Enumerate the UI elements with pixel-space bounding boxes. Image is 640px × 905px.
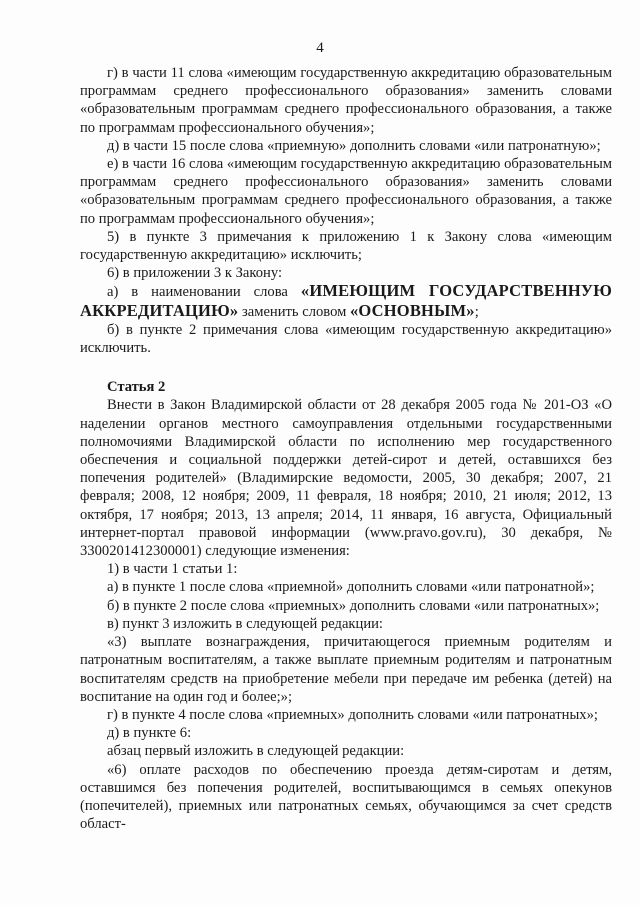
paragraph-part-1d: д) в пункте 6: — [107, 725, 192, 742]
item-a-middle: заменить словом — [238, 303, 350, 320]
page-number: 4 — [316, 40, 324, 56]
paragraph-item-5: 5) в пункте 3 примечания к приложению 1 к Закону слова «имеющим государственную аккредитацию» исключить; — [80, 228, 612, 264]
paragraph-part-1v: в) пункт 3 изложить в следующей редакции: — [107, 615, 383, 632]
item-a-before: а) в наименовании слова — [107, 284, 301, 301]
paragraph-item-g: г) в части 11 слова «имеющим государственную аккредитацию образовательным программам среднего профессионального образования» заменить словами «образовательным программам среднего профессионального образования, а также по программам профессионального обучения»; — [80, 65, 612, 136]
paragraph-part-1a: а) в пункте 1 после слова «приемной» дополнить словами «или патронатной»; — [107, 579, 595, 596]
paragraph-item-d: д) в части 15 после слова «приемную» дополнить словами «или патронатную»; — [107, 137, 601, 154]
paragraph-article-intro: Внести в Закон Владимирской области от 28 декабря 2005 года № 201-ОЗ «О наделении органов местного самоуправления отдельными государственными полномочиями Владимирской области по исполнению мер государственного обеспечения и социальной поддержки детей-сирот и детей, оставшихся без попечения родителей» (Владимирские ведомости, 2005, 30 декабря; 2007, 21 февраля; 2008, 12 ноября; 2009, 11 февраля, 18 ноября; 2010, 21 июля; 2012, 13 октября, 17 ноября; 2013, 13 апреля; 2014, 11 января, 16 августа, Официальный интернет-портал правовой информации (www.pravo.gov.ru), 30 декабря, № 3300201412300001) следующие изменения: — [80, 397, 612, 560]
paragraph-first-abzac: абзац первый изложить в следующей редакции: — [107, 743, 405, 760]
paragraph-item-e: е) в части 16 слова «имеющим государственную аккредитацию образовательным программам среднего профессионального образования» заменить словами «образовательным программам среднего профессионального образования, а также по программам профессионального обучения»; — [80, 156, 612, 227]
article-heading: Статья 2 — [107, 379, 166, 396]
paragraph-part-1b: б) в пункте 2 после слова «приемных» дополнить словами «или патронатных»; — [107, 597, 600, 614]
paragraph-part-1g: г) в пункте 4 после слова «приемных» дополнить словами «или патронатных»; — [107, 706, 598, 723]
item-a-caps-old: «ИМЕЮЩИМ ГОСУДАРСТВЕННУЮ АККРЕДИТАЦИЮ» — [80, 281, 613, 320]
paragraph-item-6: 6) в приложении 3 к Закону: — [107, 265, 283, 282]
document-body — [80, 64, 612, 833]
paragraph-item-6a — [80, 282, 612, 320]
paragraph-quote-3: «3) выплате вознаграждения, причитающегося приемным родителям и патронатным воспитателям, а также выплате приемным родителям и патронатным воспитателям средств на приобретение мебели при передаче им ребенка (детей) на воспитание на один год и более;»; — [80, 634, 612, 705]
paragraph-item-6b: б) в пункте 2 примечания слова «имеющим государственную аккредитацию» исключить. — [80, 321, 612, 357]
item-a-caps-new: «ОСНОВНЫМ» — [349, 300, 475, 320]
paragraph-quote-6: «6) оплате расходов по обеспечению проезда детям-сиротам и детям, оставшимся без попечения родителей, воспитывающимся в семьях опекунов (попечителей), приемных или патронатных семьях, обучающимся за счет средств област- — [80, 761, 612, 833]
item-a-after: ; — [474, 303, 479, 320]
paragraph-part-1: 1) в части 1 статьи 1: — [107, 561, 238, 578]
